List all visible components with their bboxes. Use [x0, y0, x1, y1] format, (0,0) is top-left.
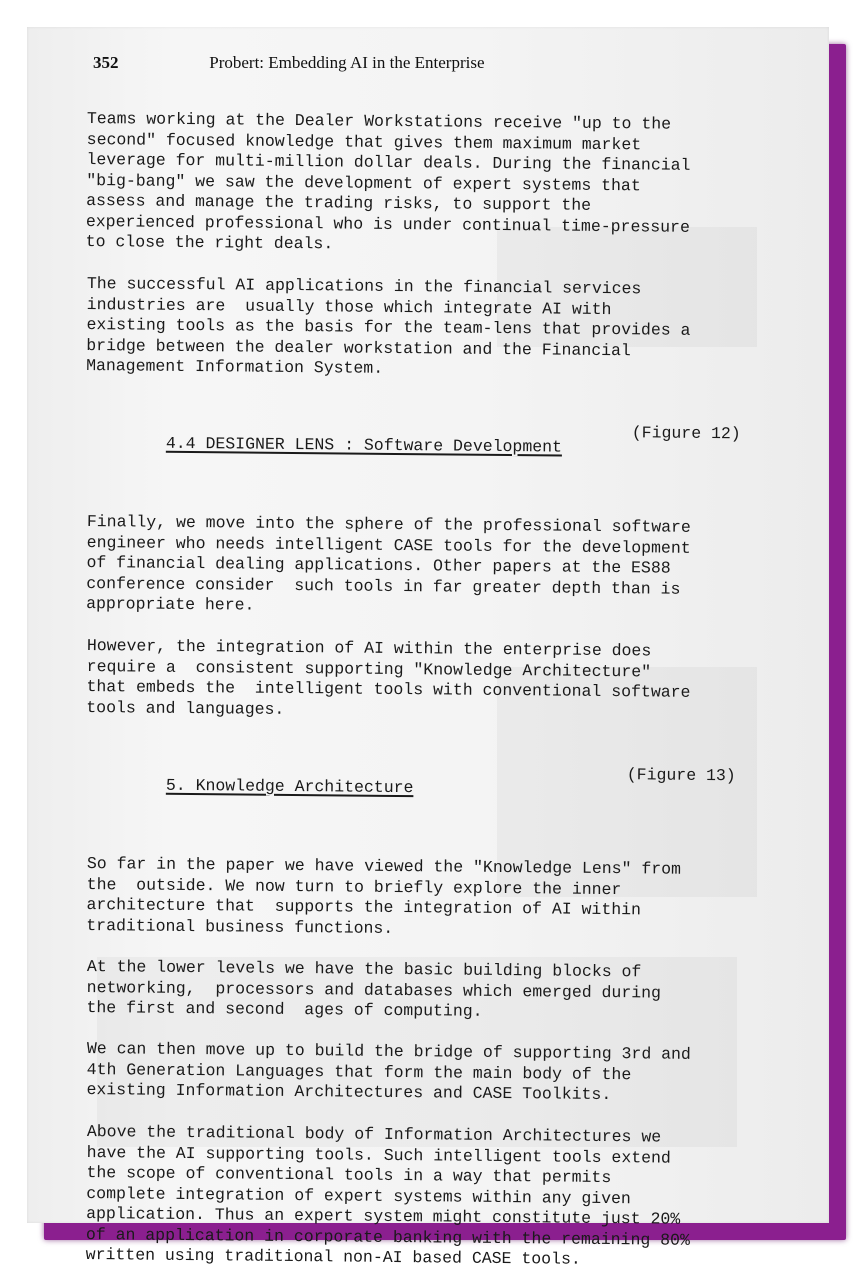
text-line: of financial dealing applications. Other papers at the ES88 [86, 552, 671, 578]
text-line: 4th Generation Languages that form the main body of the [86, 1059, 632, 1084]
figure-reference: (Figure 13) [626, 764, 736, 785]
text-line: appropriate here. [86, 593, 255, 615]
paragraph [86, 636, 787, 725]
text-line: complete integration of expert systems within any given [86, 1182, 631, 1208]
scanned-page [27, 27, 829, 1269]
paragraph [86, 1039, 787, 1107]
section-heading-row [86, 754, 787, 843]
text-line: application. Thus an expert system might constitute just 20% [86, 1203, 681, 1229]
page-header [93, 53, 485, 73]
section-heading: 4.4 DESIGNER LENS : Software Development [165, 433, 563, 457]
text-line: have the AI supporting tools. Such intelligent tools extend [86, 1141, 671, 1167]
text-line: networking, processors and databases which emerged during [86, 976, 662, 1002]
paragraph [86, 274, 787, 383]
text-line: We can then move up to build the bridge of supporting 3rd and [86, 1039, 691, 1064]
text-line: to close the right deals. [85, 231, 334, 254]
text-line: Above the traditional body of Information Architectures we [86, 1121, 662, 1147]
text-line: existing tools as the basis for the team-lens that provides a [86, 314, 691, 340]
text-line: At the lower levels we have the basic building blocks of [86, 956, 642, 981]
text-line: architecture that supports the integration of AI within [86, 894, 642, 919]
text-line: of an application in corporate banking with the remaining 80% [85, 1223, 690, 1249]
text-line: that embeds the intelligent tools with conventional software [86, 676, 691, 702]
section-heading-row [86, 412, 787, 501]
paragraph [86, 1122, 787, 1272]
text-line: written using traditional non-AI based CASE tools. [85, 1244, 581, 1269]
text-line: experienced professional who is under continual time-pressure [85, 211, 690, 237]
text-line: the first and second ages of computing. [86, 997, 483, 1021]
text-line: second" focused knowledge that gives them maximum market [86, 129, 642, 154]
text-line: existing Information Architectures and CASE Toolkits. [86, 1079, 612, 1105]
text-line: conference consider such tools in far greater depth than is [86, 573, 681, 599]
text-line: engineer who needs intelligent CASE tools for the development [86, 532, 691, 558]
paragraph [86, 854, 787, 943]
paragraph [86, 109, 787, 259]
page-number: 352 [93, 53, 119, 72]
text-line: the outside. We now turn to briefly explore the inner [86, 873, 622, 899]
text-line: industries are usually those which integrate AI with [86, 293, 612, 319]
text-line: require a consistent supporting "Knowledge Architecture" [86, 655, 652, 681]
text-line: The successful AI applications in the financial services [86, 273, 642, 298]
text-line: assess and manage the trading risks, to support the [86, 190, 592, 215]
text-line: the scope of conventional tools in a way that permits [86, 1162, 612, 1187]
text-line: traditional business functions. [86, 914, 394, 937]
page-body [85, 109, 787, 1269]
text-line: tools and languages. [86, 696, 285, 718]
text-line: Teams working at the Dealer Workstations receive "up to the [86, 109, 672, 134]
paragraph [86, 957, 787, 1025]
text-line: leverage for multi-million dollar deals. During the financial [86, 149, 691, 175]
text-line: So far in the paper we have viewed the "Knowledge Lens" from [86, 853, 682, 879]
text-line: "big-bang" we saw the development of expert systems that [86, 170, 641, 195]
text-line: However, the integration of AI within the enterprise does [86, 635, 652, 660]
running-title: Probert: Embedding AI in the Enterprise [209, 53, 485, 72]
text-line: bridge between the dealer workstation and the Financial [86, 334, 631, 360]
text-line: Management Information System. [86, 355, 384, 378]
section-heading: 5. Knowledge Architecture [165, 774, 414, 797]
paragraph [86, 512, 787, 621]
figure-reference: (Figure 12) [631, 423, 741, 444]
text-line: Finally, we move into the sphere of the professional software [86, 512, 691, 537]
